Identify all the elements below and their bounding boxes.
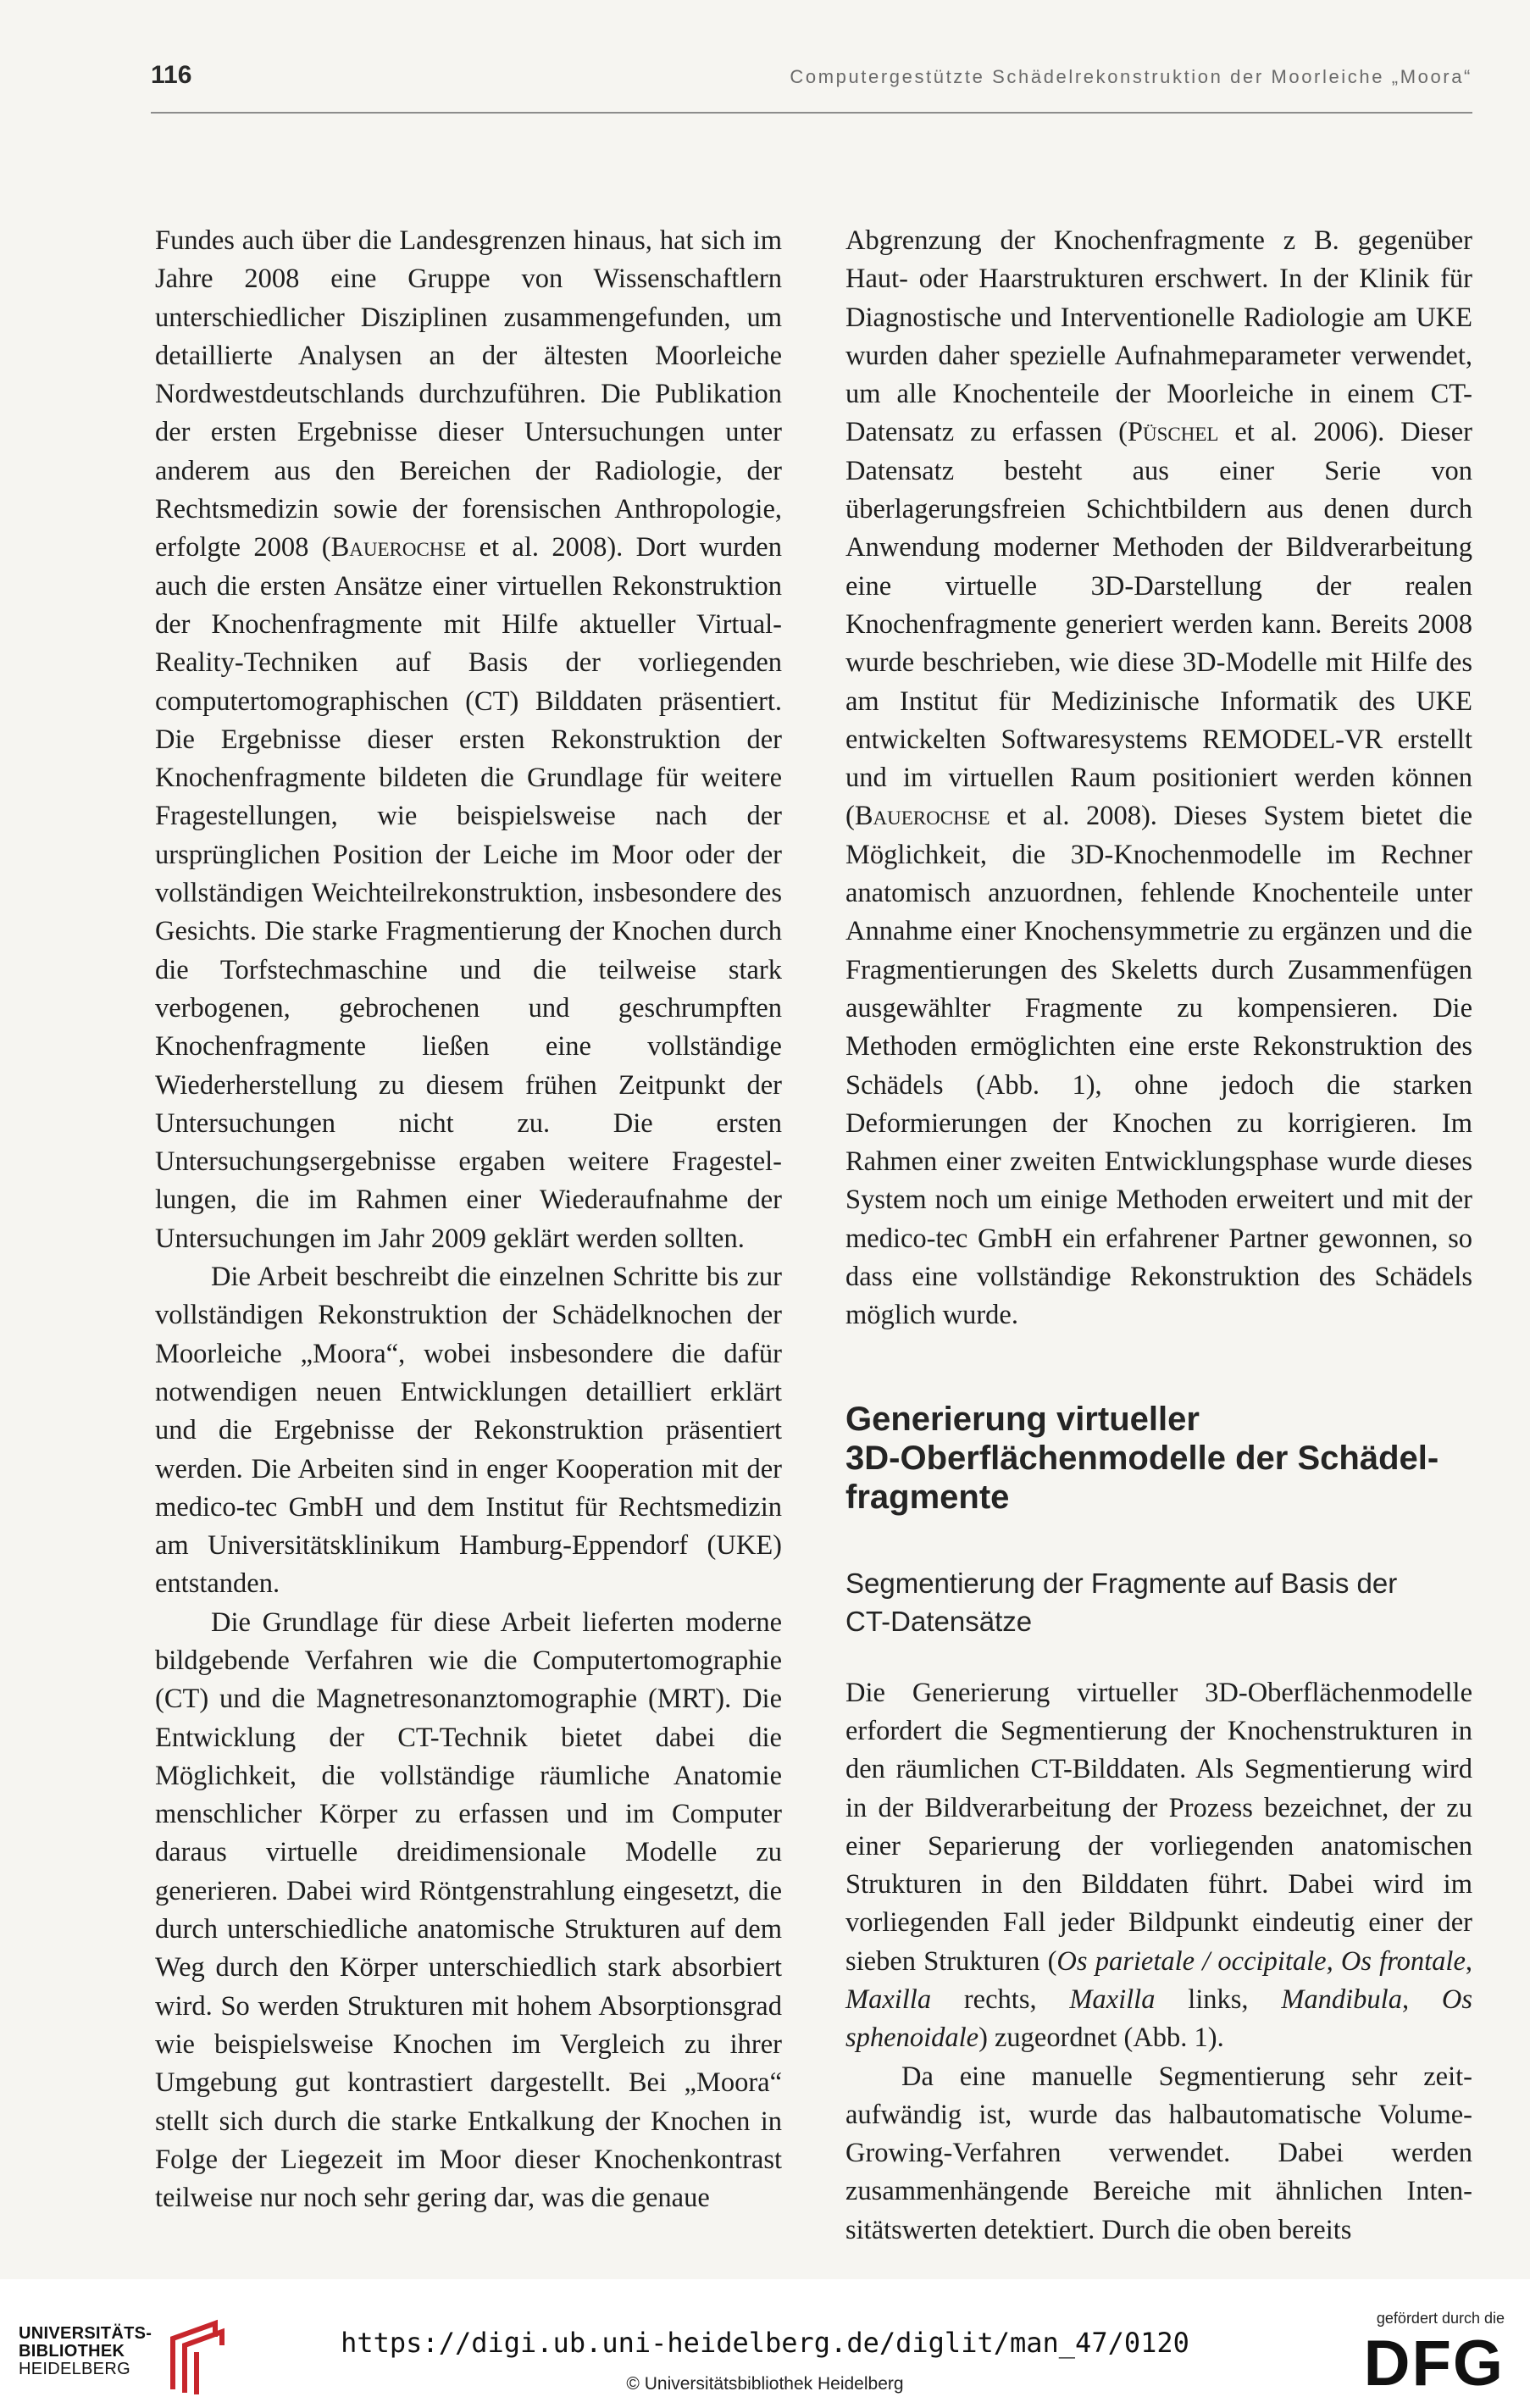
library-name-line: UNIVERSITÄTS- (19, 2324, 152, 2343)
paragraph: Da eine manuelle Segmentierung sehr zeitaufwändig ist, wurde das halbautomatische Volume-Growing-Verfahren verwendet. Dabei werden zusammenhängende Bereiche mit ähnlichen Intensitätswerten detektiert. Durch die oben bereits (845, 2061, 1472, 2245)
paragraph: Die Generierung virtueller 3D-Oberflächenmodelle erfordert die Segmentierung der Knochenstrukturen in den räumlichen CT-Bilddaten. Als Segmentierung wird in der Bildverarbeitung der Prozess bezeichnet, der zu einer Separierung der vorliegenden anatomischen Strukturen in den Bilddaten führt. Dabei wird im vorliegenden Fall jeder Bildpunkt eindeutig einer der sieben Strukturen (Os parietale / occipitale, Os frontale, Maxilla rechts, Maxilla links, Mandibula, Os sphenoidale) zugeordnet (Abb. 1). (845, 1677, 1473, 2054)
dfg-logo (1352, 2310, 1505, 2403)
permalink-url[interactable]: https://digi.ub.uni-heidelberg.de/diglit/man_47/0120 (341, 2327, 1189, 2359)
page-number: 116 (151, 61, 192, 89)
paragraph: Die Arbeit beschreibt die einzelnen Schritte bis zur vollständigen Rekonstruktion der Schädelknochen der Moorleiche „Moora“, wobei insbesondere die dafür notwendigen neuen Entwicklungen detailliert erklärt und die Ergebnisse der Rekonstruktion präsentiert werden. Die Arbeiten sind in enger Kooperation mit der medico-tec GmbH und dem Institut für Rechtsmedizin am Universitätsklinikum Hamburg-Eppendorf (UKE) entstanden. (155, 1262, 782, 1600)
citation-author: Püschel (1127, 417, 1219, 448)
page-header (151, 61, 1472, 112)
paragraph: Abgrenzung der Knochenfragmente z B. gegenüber Haut- oder Haarstrukturen erschwert. In der Klinik für Diagnostische und Interventionelle Radiologie am UKE wurden daher spezielle Aufnahmeparameter verwendet, um alle Knochenteile der Moorleiche in einem CT-Datensatz zu erfassen (Püschel et al. 2006). Dieser Datensatz besteht aus einer Serie von überlagerungsfreien Schichtbildern aus denen durch Anwendung moderner Methoden der Bildverarbeitung eine virtuelle 3D-Darstellung der realen Knochenfragmente generiert werden kann. Bereits 2008 wurde beschrieben, wie diese 3D-Modelle mit Hilfe des am Institut für Medizinische Informatik des UKE entwickelten Softwaresystems REMODEL-VR erstellt und im virtuellen Raum positioniert werden können (Bauerochse et al. 2008). Dieses System bietet die Möglichkeit, die 3D-Knochenmodelle im Rechner anatomisch anzuordnen, fehlende Knochenteile unter Annahme einer Knochensymmetrie zu ergänzen und die Fragmentierungen des Skeletts durch Zusammenfügen ausgewählter Fragmente zu kompensieren. Die Methoden ermöglichten eine erste Rekonstruktion des Schädels (Abb. 1), ohne jedoch die starken Deformierungen der Knochen zu korrigieren. Im Rahmen einer zweiten Entwicklungsphase wurde dieses System noch um einige Methoden erweitert und mit der medico-tec GmbH ein erfahrener Partner gewonnen, so dass eine vollständige Rekonstruktion des Schädels möglich wurde. (845, 225, 1472, 1331)
header-rule (151, 112, 1472, 114)
section-heading: Generierung virtueller 3D-Oberflächenmodelle der Schädel- fragmente (845, 1400, 1439, 1516)
running-title: Computergestützte Schädelrekonstruktion der Moorleiche „Moora“ (790, 66, 1472, 87)
right-column (845, 222, 1472, 2250)
library-city: HEIDELBERG (19, 2360, 130, 2378)
funding-label: gefördert durch die (1376, 2310, 1505, 2327)
subsection-heading: Segmentierung der Fragmente auf Basis der CT-Datensätze (845, 1567, 1398, 1637)
left-column (155, 222, 782, 2217)
copyright-notice: © Universitätsbibliothek Heidelberg (626, 2374, 904, 2394)
paragraph: Die Grundlage für diese Arbeit lieferten moderne bildgebende Verfahren wie die Computertomographie (CT) und die Magnetresonanztomographie (MRT). Die Entwicklung der CT-Technik bietet dabei die Möglichkeit, die vollständige räumliche Anatomie menschlicher Körper zu erfassen und im Computer daraus virtuelle dreidimensionale Modelle zu generieren. Dabei wird Röntgenstrahlung eingesetzt, die durch unterschiedliche anatomische Strukturen auf dem Weg durch den Körper unterschiedlich stark absorbiert wird. So werden Strukturen mit hohem Absorptionsgrad wie beispielsweise Knochen im Vergleich zu ihrer Umgebung gut kontrastiert dargestellt. Bei „Moora“ stellt sich durch die starke Entkalkung der Knochen in Folge der Liegezeit im Moor dieser Knochenkontrast teilweise nur noch sehr gering dar, was die genaue (155, 1606, 782, 2214)
digitization-footer (0, 2279, 1530, 2408)
citation-author: Bauerochse (854, 801, 990, 832)
citation-author: Bauerochse (330, 532, 467, 563)
dfg-wordmark: DFG (1363, 2328, 1505, 2400)
library-name-line: BIBLIOTHEK (19, 2342, 125, 2361)
paragraph: Fundes auch über die Landesgrenzen hinaus, hat sich im Jahre 2008 eine Gruppe von Wissenschaftlern unterschiedlicher Disziplinen zusammengefunden, um detaillierte Analysen an der ältesten Moorleiche Nordwestdeutschlands durchzuführen. Die Publikation der ersten Ergebnisse dieser Untersuchungen unter anderem aus den Bereichen der Radiologie, der Rechtsmedizin sowie der forensischen Anthropologie, erfolgte 2008 (Bauerochse et al. 2008). Dort wurden auch die ersten Ansätze einer virtuellen Rekonstruktion der Knochenfragmente mit Hilfe aktueller Virtual-Reality-Techniken auf Basis der vorliegenden computertomographischen (CT) Bilddaten präsentiert. Die Ergebnisse dieser ersten Rekonstruktion der Knochenfragmente bildeten die Grundlage für weitere Fragestellungen, wie beispielsweise nach der ursprünglichen Position der Leiche im Moor oder der vollständigen Weichteilrekonstruktion, insbesondere des Gesichts. Die starke Fragmentierung der Knochen durch die Torfstechmaschine und die teilweise stark verbogenen, gebrochenen und geschrumpften Knochenfragmente ließen eine vollständige Wiederherstellung zu diesem frühen Zeitpunkt der Untersuchungen nicht zu. Die ersten Untersuchungsergebnisse ergaben weitere Fragestellungen, die im Rahmen einer Wiederaufnahme der Untersuchungen im Jahr 2009 geklärt werden sollten. (155, 225, 782, 1254)
